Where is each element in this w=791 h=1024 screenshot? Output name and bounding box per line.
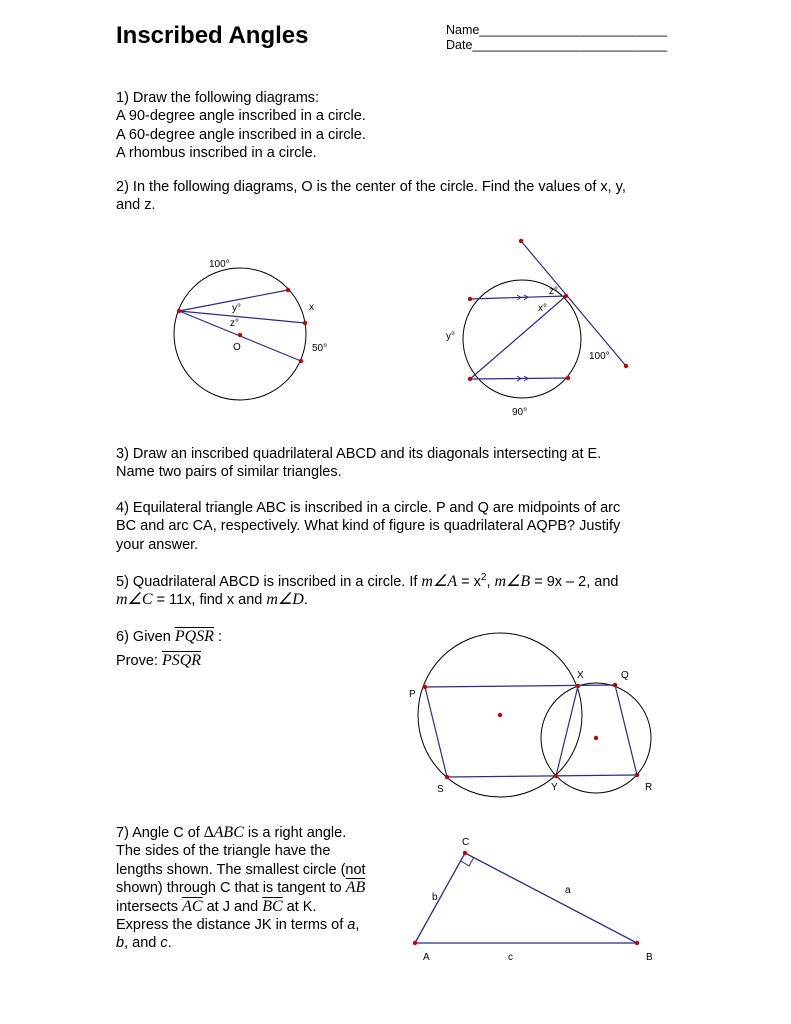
problem-1-item: A 60-degree angle inscribed in a circle. bbox=[116, 126, 366, 143]
figure-1-circle-diagram bbox=[174, 259, 327, 400]
text: intersects bbox=[116, 898, 183, 915]
segment-pq: $\overline{PQ}$ bbox=[174, 628, 197, 645]
figure-3-label-x: X bbox=[577, 670, 584, 681]
problem-2-line: and z. bbox=[116, 197, 156, 214]
problem-1-item: A rhombus inscribed in a circle. bbox=[116, 145, 317, 162]
figure-1-label-z: z° bbox=[230, 318, 239, 329]
figure-3-label-y: Y bbox=[551, 782, 558, 793]
text: 7) Angle C of bbox=[116, 825, 204, 841]
text: , bbox=[486, 573, 495, 590]
problem-7-line: The sides of the triangle have the bbox=[116, 843, 331, 860]
text: = x bbox=[457, 573, 481, 590]
figure-2-label-arc-bottom: 90° bbox=[512, 407, 528, 418]
figure-3-point bbox=[445, 775, 449, 779]
figure-2-point bbox=[566, 376, 570, 380]
figure-2-label-x: x° bbox=[538, 303, 547, 314]
figure-4-label-b-vertex: B bbox=[646, 952, 653, 963]
problem-1-intro: 1) Draw the following diagrams: bbox=[116, 90, 320, 106]
segment-qr: $\overline{QR}$ bbox=[179, 652, 202, 670]
problem-4-line: BC and arc CA, respectively. What kind of figure is quadrilateral AQPB? Justify bbox=[116, 518, 621, 535]
problem-4-line: 4) Equilateral triangle ABC is inscribed in a circle. P and Q are midpoints of arc bbox=[116, 500, 621, 516]
angle-d: m∠D bbox=[266, 591, 304, 609]
page-title: Inscribed Angles bbox=[116, 22, 309, 49]
figure-3-segment bbox=[425, 687, 447, 777]
figure-3-center-point bbox=[498, 713, 502, 717]
figure-1-chord bbox=[179, 311, 305, 323]
figure-2-label-y: y° bbox=[446, 331, 455, 342]
segment-ab: $\overline{AB}$ bbox=[345, 879, 366, 897]
segment-sr: $\overline{SR}$ bbox=[196, 628, 214, 645]
text: at K. bbox=[282, 898, 317, 915]
var-a: a bbox=[347, 917, 356, 934]
figure-4-point bbox=[413, 941, 417, 945]
text: is a right angle. bbox=[243, 825, 347, 841]
var-b: b bbox=[116, 935, 125, 952]
figure-1-label-arc-right: 50° bbox=[312, 343, 328, 354]
exponent: 2 bbox=[480, 572, 487, 583]
figure-3-label-q: Q bbox=[621, 670, 629, 681]
figure-1-point bbox=[299, 359, 303, 363]
text: Prove: bbox=[116, 653, 162, 670]
figure-3-point bbox=[554, 774, 558, 778]
figure-3-label-r: R bbox=[645, 782, 653, 793]
angle-a: m∠A bbox=[421, 572, 458, 590]
text: , bbox=[355, 917, 360, 934]
figure-4-point bbox=[463, 851, 467, 855]
text: 5) Quadrilateral ABCD is inscribed in a circle. If bbox=[116, 573, 422, 590]
figure-1-label-y: y° bbox=[232, 303, 241, 314]
triangle-abc: ∆ABC bbox=[203, 824, 244, 841]
problem-7-line: lengths shown. The smallest circle (not bbox=[116, 861, 366, 878]
text: , and bbox=[124, 935, 161, 952]
problem-3-line: Name two pairs of similar triangles. bbox=[116, 464, 342, 481]
figure-4-label-a-vertex: A bbox=[423, 952, 430, 963]
segment-ps: $\overline{PS}$ bbox=[161, 652, 180, 670]
text: . bbox=[303, 592, 308, 609]
figure-3-segment bbox=[425, 685, 615, 687]
problem-2-line: 2) In the following diagrams, O is the center of the circle. Find the values of x, y, bbox=[116, 179, 626, 195]
figure-4-right-triangle-diagram bbox=[413, 837, 653, 963]
figure-4-label-b: b bbox=[432, 892, 438, 903]
figure-4-point bbox=[635, 941, 639, 945]
figure-1-point bbox=[286, 288, 290, 292]
figure-2-label-arc-right: 100° bbox=[589, 351, 610, 362]
text: . bbox=[167, 935, 172, 952]
figure-2-point bbox=[468, 297, 472, 301]
text: shown) through C that is tangent to bbox=[116, 880, 346, 897]
figure-2-point bbox=[624, 364, 628, 368]
date-field[interactable]: Date____________________________ bbox=[446, 38, 668, 52]
text: 6) Given bbox=[116, 629, 175, 645]
segment-bc: $\overline{BC}$ bbox=[262, 897, 283, 915]
figure-3-center-point bbox=[594, 736, 598, 740]
angle-b: m∠B bbox=[494, 572, 531, 590]
figure-3-segment bbox=[447, 775, 637, 777]
figure-1-label-o: O bbox=[233, 342, 241, 353]
figure-2-point bbox=[564, 294, 568, 298]
figure-4-label-c: c bbox=[508, 952, 513, 963]
problem-1-item: A 90-degree angle inscribed in a circle. bbox=[116, 108, 366, 125]
var-c: c bbox=[160, 935, 168, 952]
figure-1-label-arc-top: 100° bbox=[209, 259, 230, 270]
figure-3-label-s: S bbox=[437, 784, 444, 795]
problem-3-line: 3) Draw an inscribed quadrilateral ABCD and its diagonals intersecting at E. bbox=[116, 446, 602, 462]
segment-ac: $\overline{AC}$ bbox=[182, 897, 203, 915]
figure-3-label-p: P bbox=[409, 689, 416, 700]
figure-3-point bbox=[635, 773, 639, 777]
text: = 9x – 2, and bbox=[530, 573, 619, 590]
problem-4-line: your answer. bbox=[116, 536, 199, 553]
figure-2-point bbox=[468, 377, 472, 381]
text: Express the distance JK in terms of bbox=[116, 917, 348, 934]
angle-c: m∠C bbox=[116, 591, 153, 609]
text: at J and bbox=[202, 898, 263, 915]
figure-3-point bbox=[576, 684, 580, 688]
figure-1-center-point bbox=[238, 333, 242, 337]
figure-3-two-circles-diagram bbox=[409, 633, 652, 797]
figure-2-point bbox=[519, 239, 523, 243]
figure-4-label-a: a bbox=[565, 885, 571, 896]
figure-2-circle-diagram bbox=[446, 239, 628, 418]
text: : bbox=[213, 629, 223, 645]
figure-4-right-angle-mark bbox=[461, 857, 474, 866]
figure-1-point bbox=[177, 309, 181, 313]
figure-2-label-z: z° bbox=[549, 286, 558, 297]
figure-1-label-x: x bbox=[309, 302, 314, 313]
figure-3-point bbox=[613, 683, 617, 687]
figure-2-chord bbox=[470, 296, 566, 379]
figure-3-point bbox=[423, 685, 427, 689]
text: = 11x, find x and bbox=[152, 592, 267, 609]
figure-1-point bbox=[303, 321, 307, 325]
name-field[interactable]: Name___________________________ bbox=[446, 23, 668, 37]
figure-4-label-c-vertex: C bbox=[462, 837, 470, 848]
figure-4-triangle bbox=[415, 853, 637, 943]
figure-2-tangent-line bbox=[521, 241, 626, 366]
